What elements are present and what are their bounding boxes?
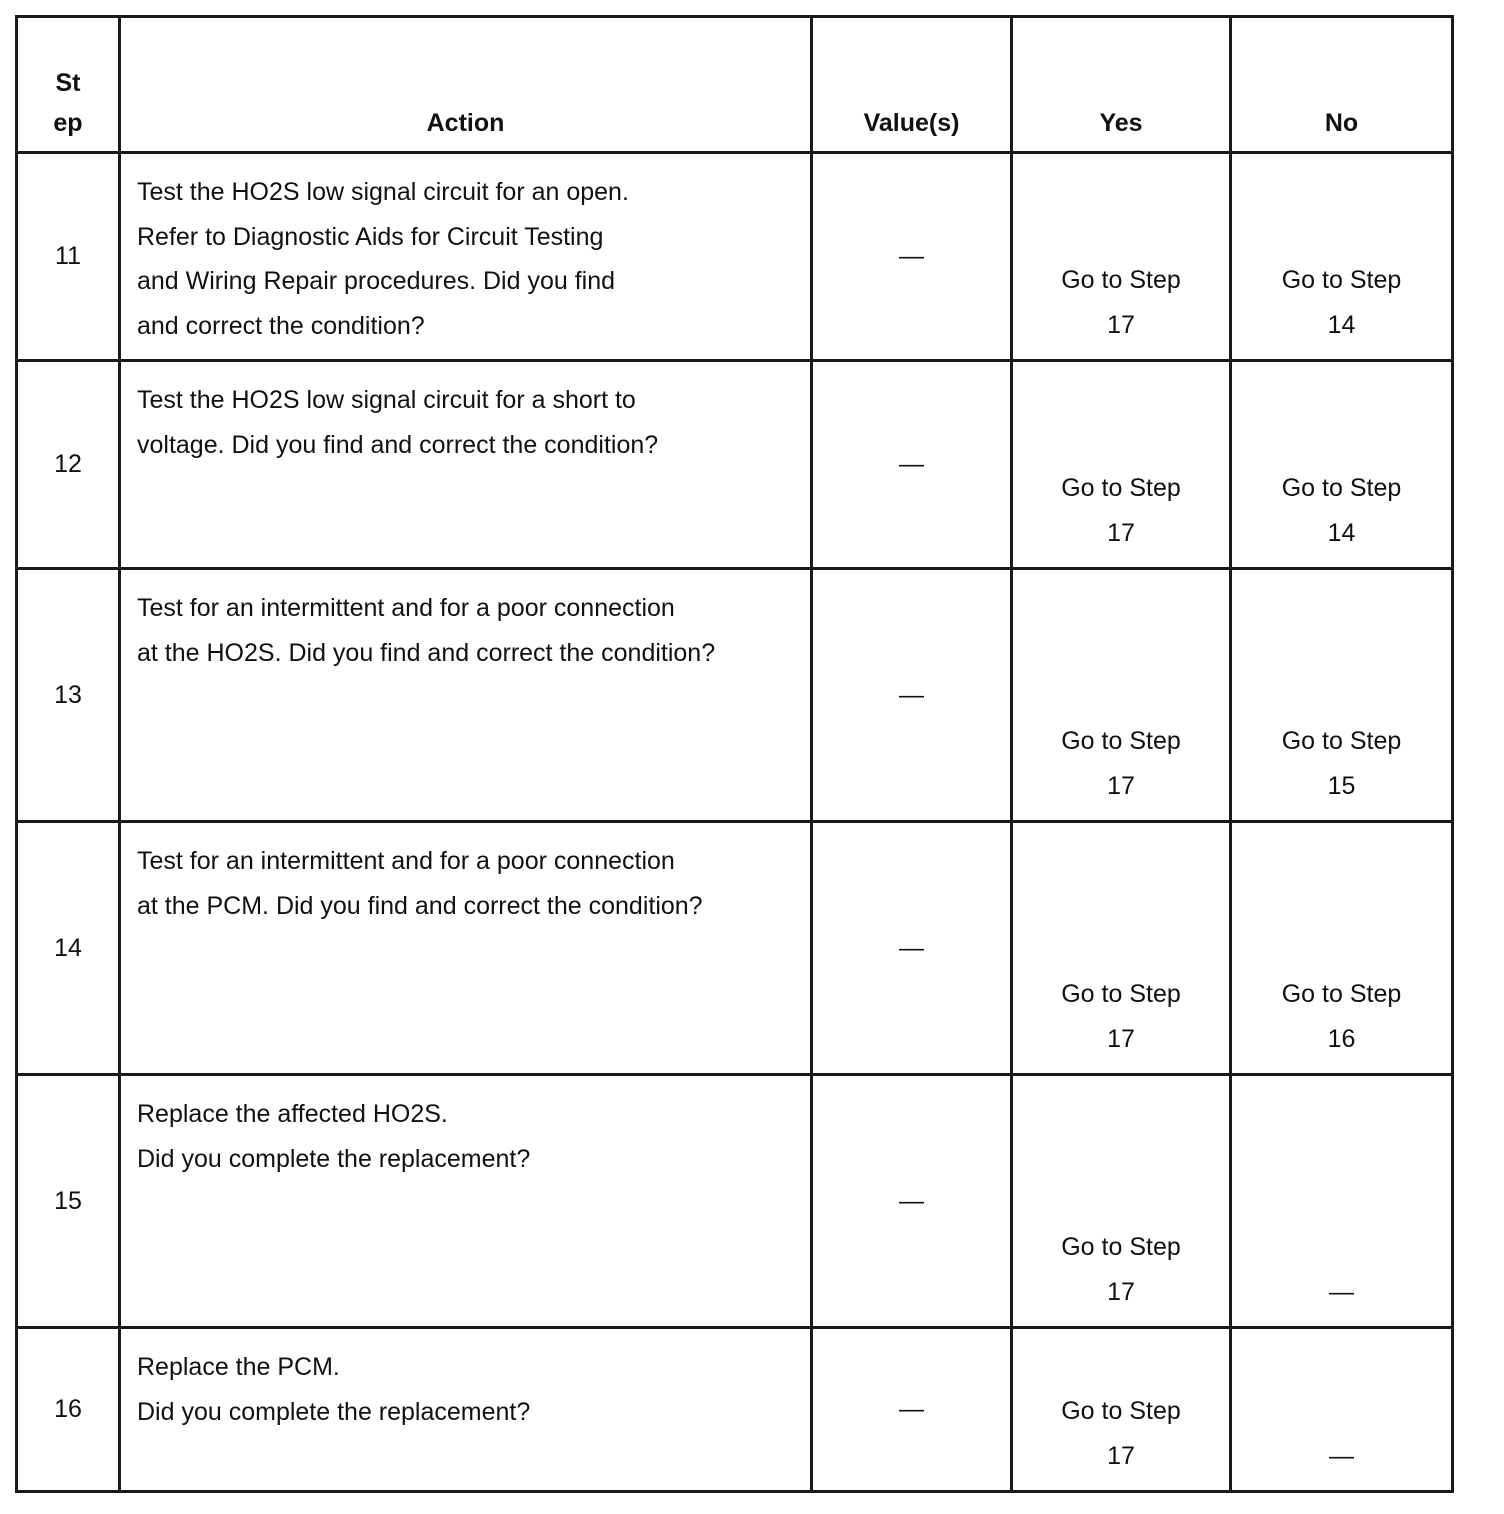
table-row	[17, 822, 1453, 1075]
header-values: Value(s)	[812, 17, 1012, 153]
no-cell	[1231, 822, 1453, 1075]
action-line: and correct the condition?	[137, 311, 425, 340]
no-line: 16	[1327, 1024, 1356, 1053]
action-cell	[120, 822, 812, 1075]
action-line: Replace the PCM.	[137, 1353, 340, 1381]
action-line: Did you complete the replacement?	[137, 1144, 531, 1173]
action-line: at the HO2S. Did you find and correct the condition?	[137, 638, 716, 667]
value-cell: —	[812, 361, 1012, 569]
action-line: and Wiring Repair procedures. Did you find	[137, 267, 616, 295]
yes-cell	[1012, 569, 1231, 822]
table-row	[17, 1328, 1453, 1492]
action-line: Refer to Diagnostic Aids for Circuit Testing	[137, 222, 604, 251]
diagnostic-table	[15, 15, 1454, 1493]
step-number: 11	[17, 153, 120, 361]
no-line: —	[1329, 1441, 1354, 1470]
action-cell	[120, 1328, 812, 1492]
yes-cell	[1012, 822, 1231, 1075]
header-step-line2: ep	[53, 109, 83, 137]
no-line: —	[1329, 1277, 1354, 1306]
action-line: Did you complete the replacement?	[137, 1397, 531, 1426]
step-number: 15	[17, 1075, 120, 1328]
header-yes: Yes	[1012, 17, 1231, 153]
action-cell	[120, 153, 812, 361]
yes-line: 17	[1107, 1024, 1135, 1053]
action-line: Replace the affected HO2S.	[137, 1100, 448, 1128]
no-line: 15	[1327, 771, 1356, 800]
value-cell: —	[812, 822, 1012, 1075]
action-line: Test the HO2S low signal circuit for a short to	[137, 386, 636, 414]
no-line: Go to Step	[1281, 266, 1402, 294]
yes-line: 17	[1107, 771, 1135, 800]
no-cell	[1231, 361, 1453, 569]
action-line: Test for an intermittent and for a poor connection	[137, 594, 675, 622]
action-cell	[120, 1075, 812, 1328]
table-row	[17, 153, 1453, 361]
table-row	[17, 569, 1453, 822]
action-line: at the PCM. Did you find and correct the condition?	[137, 891, 703, 920]
action-line: Test the HO2S low signal circuit for an open.	[137, 178, 629, 206]
yes-line: Go to Step	[1061, 980, 1181, 1008]
action-cell	[120, 361, 812, 569]
action-line: Test for an intermittent and for a poor connection	[137, 847, 675, 875]
no-line: Go to Step	[1281, 727, 1402, 755]
yes-line: Go to Step	[1061, 474, 1181, 502]
no-cell	[1231, 1328, 1453, 1492]
step-number: 13	[17, 569, 120, 822]
header-step	[17, 17, 120, 153]
value-cell: —	[812, 1328, 1012, 1492]
yes-line: 17	[1107, 1277, 1135, 1306]
yes-cell	[1012, 1328, 1231, 1492]
yes-cell	[1012, 153, 1231, 361]
yes-cell	[1012, 361, 1231, 569]
no-line: 14	[1327, 518, 1356, 547]
value-cell: —	[812, 569, 1012, 822]
header-no: No	[1231, 17, 1453, 153]
header-action: Action	[120, 17, 812, 153]
no-cell	[1231, 569, 1453, 822]
value-cell: —	[812, 1075, 1012, 1328]
step-number: 12	[17, 361, 120, 569]
yes-line: Go to Step	[1061, 727, 1181, 755]
value-cell: —	[812, 153, 1012, 361]
yes-line: Go to Step	[1061, 1397, 1181, 1425]
header-step-line1: St	[55, 69, 81, 97]
table-row	[17, 361, 1453, 569]
step-number: 14	[17, 822, 120, 1075]
yes-line: Go to Step	[1061, 266, 1181, 294]
yes-line: Go to Step	[1061, 1233, 1181, 1261]
table-row	[17, 1075, 1453, 1328]
yes-line: 17	[1107, 1441, 1135, 1470]
no-line: Go to Step	[1281, 980, 1402, 1008]
no-line: Go to Step	[1281, 474, 1402, 502]
yes-line: 17	[1107, 310, 1135, 339]
yes-line: 17	[1107, 518, 1135, 547]
yes-cell	[1012, 1075, 1231, 1328]
step-number: 16	[17, 1328, 120, 1492]
header-row	[17, 17, 1453, 153]
no-cell	[1231, 153, 1453, 361]
no-cell	[1231, 1075, 1453, 1328]
no-line: 14	[1327, 310, 1356, 339]
action-line: voltage. Did you find and correct the condition?	[137, 430, 659, 459]
action-cell	[120, 569, 812, 822]
